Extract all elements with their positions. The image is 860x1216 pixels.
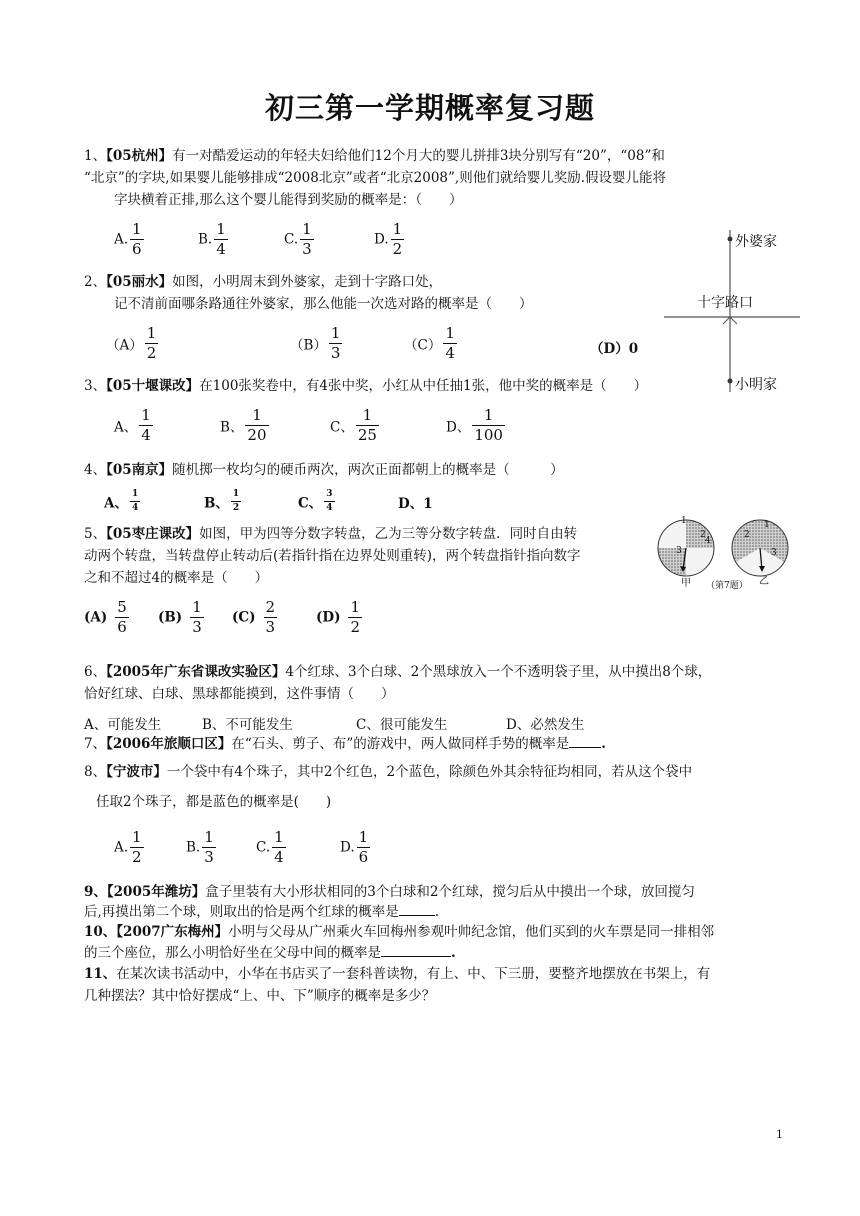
option-a: (A) $\frac{5}{6}$: [84, 598, 127, 636]
option-b: (B) $\frac{1}{3}$: [158, 598, 202, 636]
figure-caption: （第7题）: [706, 581, 748, 591]
question-10-line-2: 的三个座位，那么小明恰好坐在父母中间的概率是 .: [84, 945, 456, 961]
source-tag: 【2007广东梅州】: [116, 924, 229, 940]
spinner-jia-number: 3: [676, 546, 682, 556]
spinner-yi-number: 3: [771, 548, 777, 558]
question-1-line-1: [84, 146, 665, 166]
option-a: A、可能发生: [84, 717, 162, 733]
question-5-line-1: 5、【05枣庄课改】如图，甲为四等分数字转盘，乙为三等分数字转盘．同时自由转: [84, 526, 578, 542]
option-b: B、 $\frac{1}{20}$: [220, 406, 267, 444]
option-a: A、 $\frac{1}{4}$: [104, 489, 139, 513]
option-a: A. $\frac{1}{2}$: [114, 828, 142, 866]
option-c: C、 $\frac{1}{25}$: [330, 406, 377, 444]
question-5-line-2: 动两个转盘，当转盘停止转动后(若指针指在边界处则重转)，两个转盘指针指向数字: [84, 548, 581, 564]
answer-blank: [381, 956, 451, 957]
source-tag: 【2006年旅顺口区】: [106, 736, 232, 752]
option-d: D、必然发生: [506, 717, 585, 733]
question-7-line-1: 7、【2006年旅顺口区】在“石头、剪子、布”的游戏中，两人做同样手势的概率是 .: [84, 736, 606, 752]
question-6-line-2: 恰好红球、白球、黑球都能摸到，这件事情（ ）: [84, 686, 395, 702]
option-a: A、 $\frac{1}{4}$: [114, 406, 151, 444]
question-3-line-1: 3、【05十堰课改】在100张奖卷中，有4张中奖，小红从中任抽1张，他中奖的概率是（ ）: [84, 378, 648, 394]
option-d: (D) $\frac{1}{2}$: [316, 598, 361, 636]
source-tag: 【2005年广东省课改实验区】: [106, 664, 286, 680]
source-tag: 【宁波市】: [106, 764, 167, 780]
option-c: C. $\frac{1}{3}$: [284, 220, 312, 258]
answer-blank: [399, 915, 435, 916]
option-b: （B） $\frac{1}{3}$: [290, 324, 341, 362]
option-c: C、很可能发生: [356, 717, 448, 733]
source-tag: 【05丽水】: [106, 274, 173, 290]
question-2-line-2: 记不清前面哪条路通往外婆家，那么他能一次选对路的概率是（ ）: [114, 296, 533, 312]
grandma-house-label: 外婆家: [735, 234, 777, 250]
option-d: D、1: [398, 496, 433, 512]
question-8-line-1: 8、【宁波市】一个袋中有4个珠子，其中2个红色，2个蓝色，除颜色外其余特征均相同，若从这个袋中: [84, 764, 693, 780]
option-d: （D）0: [590, 341, 639, 357]
xiaoming-house-label: 小明家: [735, 377, 777, 393]
question-4-line-1: 4、【05南京】随机掷一枚均匀的硬币两次，两次正面都朝上的概率是（ ）: [84, 462, 564, 478]
option-c: C. $\frac{1}{4}$: [256, 828, 284, 866]
spinner-yi-number: 2: [744, 530, 750, 540]
source-tag: 【05十堰课改】: [106, 378, 200, 394]
question-11-line-1: 11、在某次读书活动中，小华在书店买了一套科普读物，有上、中、下三册，要整齐地摆放在书架上，有: [84, 966, 711, 982]
question-1-line-2: “北京”的字块,如果婴儿能够排成“2008北京”或者“北京2008”,则他们就给婴儿奖励.假设婴儿能将: [84, 170, 666, 186]
option-c: （C） $\frac{1}{4}$: [404, 324, 455, 362]
question-number: 1、: [84, 148, 107, 164]
question-9-line-2: 后,再摸出第二个球，则取出的恰是两个红球的概率是 .: [84, 904, 440, 920]
question-11-line-2: 几种摆法？其中恰好摆成“上、中、下”顺序的概率是多少？: [84, 988, 436, 1004]
question-9-line-1: 9、【2005年潍坊】盒子里装有大小形状相同的3个白球和2个红球，搅匀后从中摸出一个球，放回搅匀: [84, 884, 695, 900]
question-10-line-1: 10、【2007广东梅州】小明与父母从广州乘火车回梅州参观叶帅纪念馆，他们买到的火车票是同一排相邻: [84, 924, 715, 940]
option-b: B. $\frac{1}{4}$: [198, 220, 226, 258]
spinner-jia-label: 甲: [681, 578, 691, 589]
answer-blank: [569, 747, 601, 748]
crossroad-label: 十字路口: [697, 295, 753, 311]
page-number: 1: [776, 1128, 783, 1141]
question-2-line-1: 2、【05丽水】如图，小明周末到外婆家，走到十字路口处，: [84, 274, 443, 290]
option-d: D. $\frac{1}{6}$: [340, 828, 369, 866]
question-8-line-2: 任取2个珠子，都是蓝色的概率是( ): [96, 794, 332, 810]
option-b: B、不可能发生: [202, 717, 293, 733]
option-c: (C) $\frac{2}{3}$: [232, 598, 276, 636]
source-tag: 【05南京】: [106, 462, 173, 478]
spinner-jia-number: 2: [700, 530, 706, 540]
question-6-line-1: 6、【2005年广东省课改实验区】4个红球、3个白球、2个黑球放入一个不透明袋子里，从中摸出8个球，: [84, 664, 712, 680]
spinner-jia: [658, 520, 714, 576]
source-tag: 【2005年潍坊】: [106, 884, 206, 900]
source-tag: 【05枣庄课改】: [106, 526, 200, 542]
option-b: B、 $\frac{1}{2}$: [204, 489, 240, 513]
source-tag: 【05杭州】: [106, 148, 173, 164]
option-a: （A） $\frac{1}{2}$: [106, 324, 157, 362]
option-a: A. $\frac{1}{6}$: [114, 220, 142, 258]
question-1-line-3: 字块横着正排,那么这个婴儿能得到奖励的概率是：（ ）: [114, 192, 463, 208]
option-c: C、 $\frac{3}{4}$: [298, 489, 333, 513]
spinner-yi: [732, 520, 788, 576]
page-title: 初三第一学期概率复习题: [264, 91, 595, 125]
spinner-yi-number: 1: [764, 520, 770, 530]
option-b: B. $\frac{1}{3}$: [186, 828, 214, 866]
option-d: D、 $\frac{1}{100}$: [446, 406, 503, 444]
question-text: 有一对酷爱运动的年轻夫妇给他们12个月大的婴儿拼排3块分别写有“20”，“08”和: [172, 148, 665, 164]
option-d: D. $\frac{1}{2}$: [374, 220, 403, 258]
spinner-jia-number: 4: [705, 536, 711, 546]
spinner-yi-label: 乙: [759, 576, 769, 587]
spinner-jia-number: 1: [681, 516, 687, 526]
question-5-line-3: 之和不超过4的概率是（ ）: [84, 570, 269, 586]
